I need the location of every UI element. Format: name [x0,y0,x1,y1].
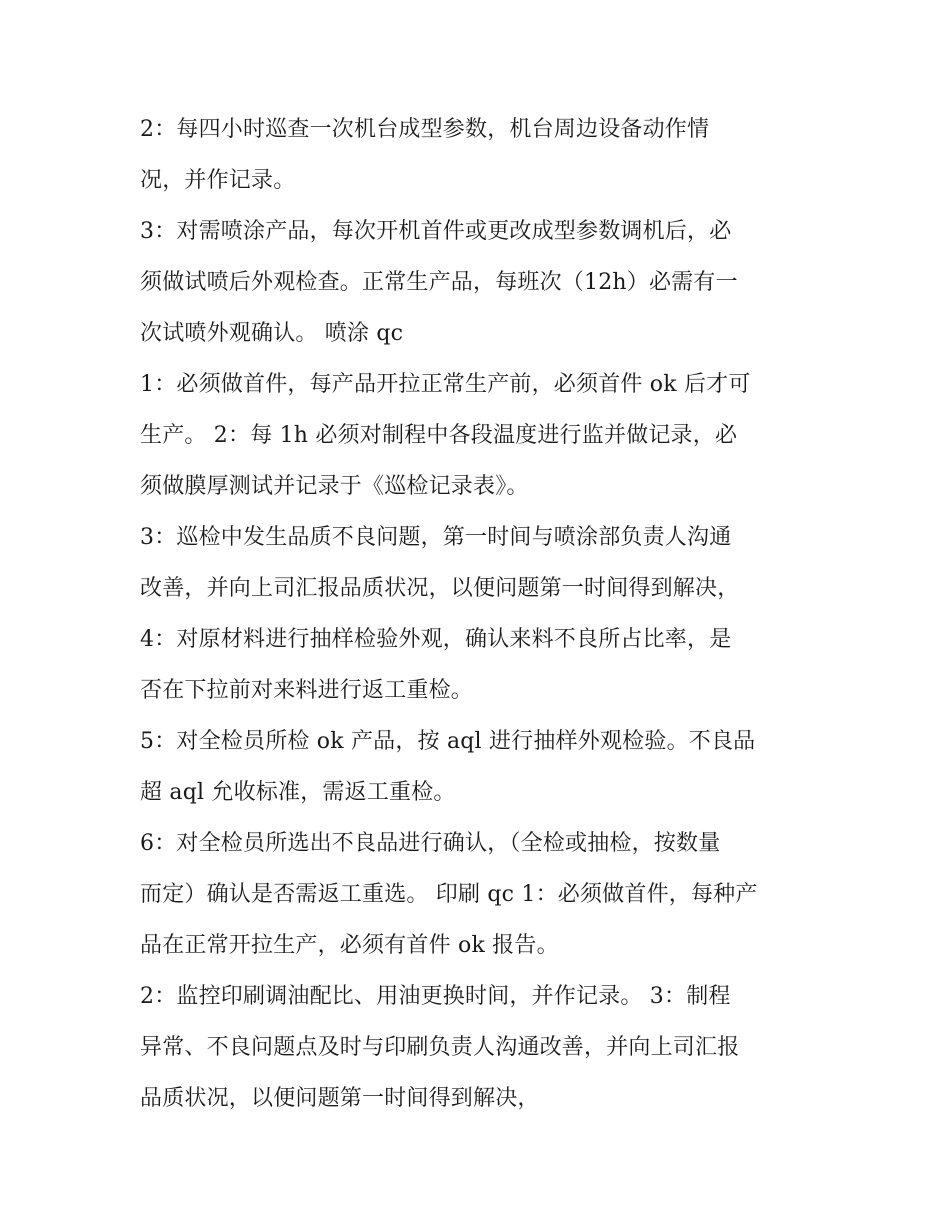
text-line: 次试喷外观确认。 喷涂 qc [140,321,404,346]
document-body [140,104,818,1124]
text-line: 异常、不良问题点及时与印刷负责人沟通改善，并向上司汇报 [140,1035,740,1060]
text-line: 改善，并向上司汇报品质状况，以便问题第一时间得到解决， [140,576,740,601]
text-line: 4：对原材料进行抽样检验外观，确认来料不良所占比率，是 [140,627,732,652]
text-line: 须做试喷后外观检查。正常生产品，每班次（12h）必需有一 [140,270,738,295]
text-line: 况，并作记录。 [140,168,296,193]
text-line: 须做膜厚测试并记录于《巡检记录表》。 [140,474,529,499]
text-line: 品质状况，以便问题第一时间得到解决， [140,1086,540,1111]
text-line: 而定）确认是否需返工重选。 印刷 qc 1：必须做首件，每种产 [140,882,758,907]
text-line: 否在下拉前对来料进行返工重检。 [140,678,474,703]
text-line: 生产。 2：每 1h 必须对制程中各段温度进行监并做记录，必 [140,423,738,448]
text-line: 2：监控印刷调油配比、用油更换时间，并作记录。 3：制程 [140,984,731,1009]
text-line: 超 aql 允收标准，需返工重检。 [140,780,456,805]
text-line: 2：每四小时巡查一次机台成型参数，机台周边设备动作情 [140,117,710,142]
text-line: 6：对全检员所选出不良品进行确认，（全检或抽检，按数量 [140,831,721,856]
text-line: 1：必须做首件，每产品开拉正常生产前，必须首件 ok 后才可 [140,372,751,397]
text-line: 5：对全检员所检 ok 产品，按 aql 进行抽样外观检验。不良品 [140,729,756,754]
text-line: 3：巡检中发生品质不良问题，第一时间与喷涂部负责人沟通 [140,525,732,550]
text-line: 品在正常开拉生产，必须有首件 ok 报告。 [140,933,559,958]
text-line: 3：对需喷涂产品，每次开机首件或更改成型参数调机后，必 [140,219,732,244]
